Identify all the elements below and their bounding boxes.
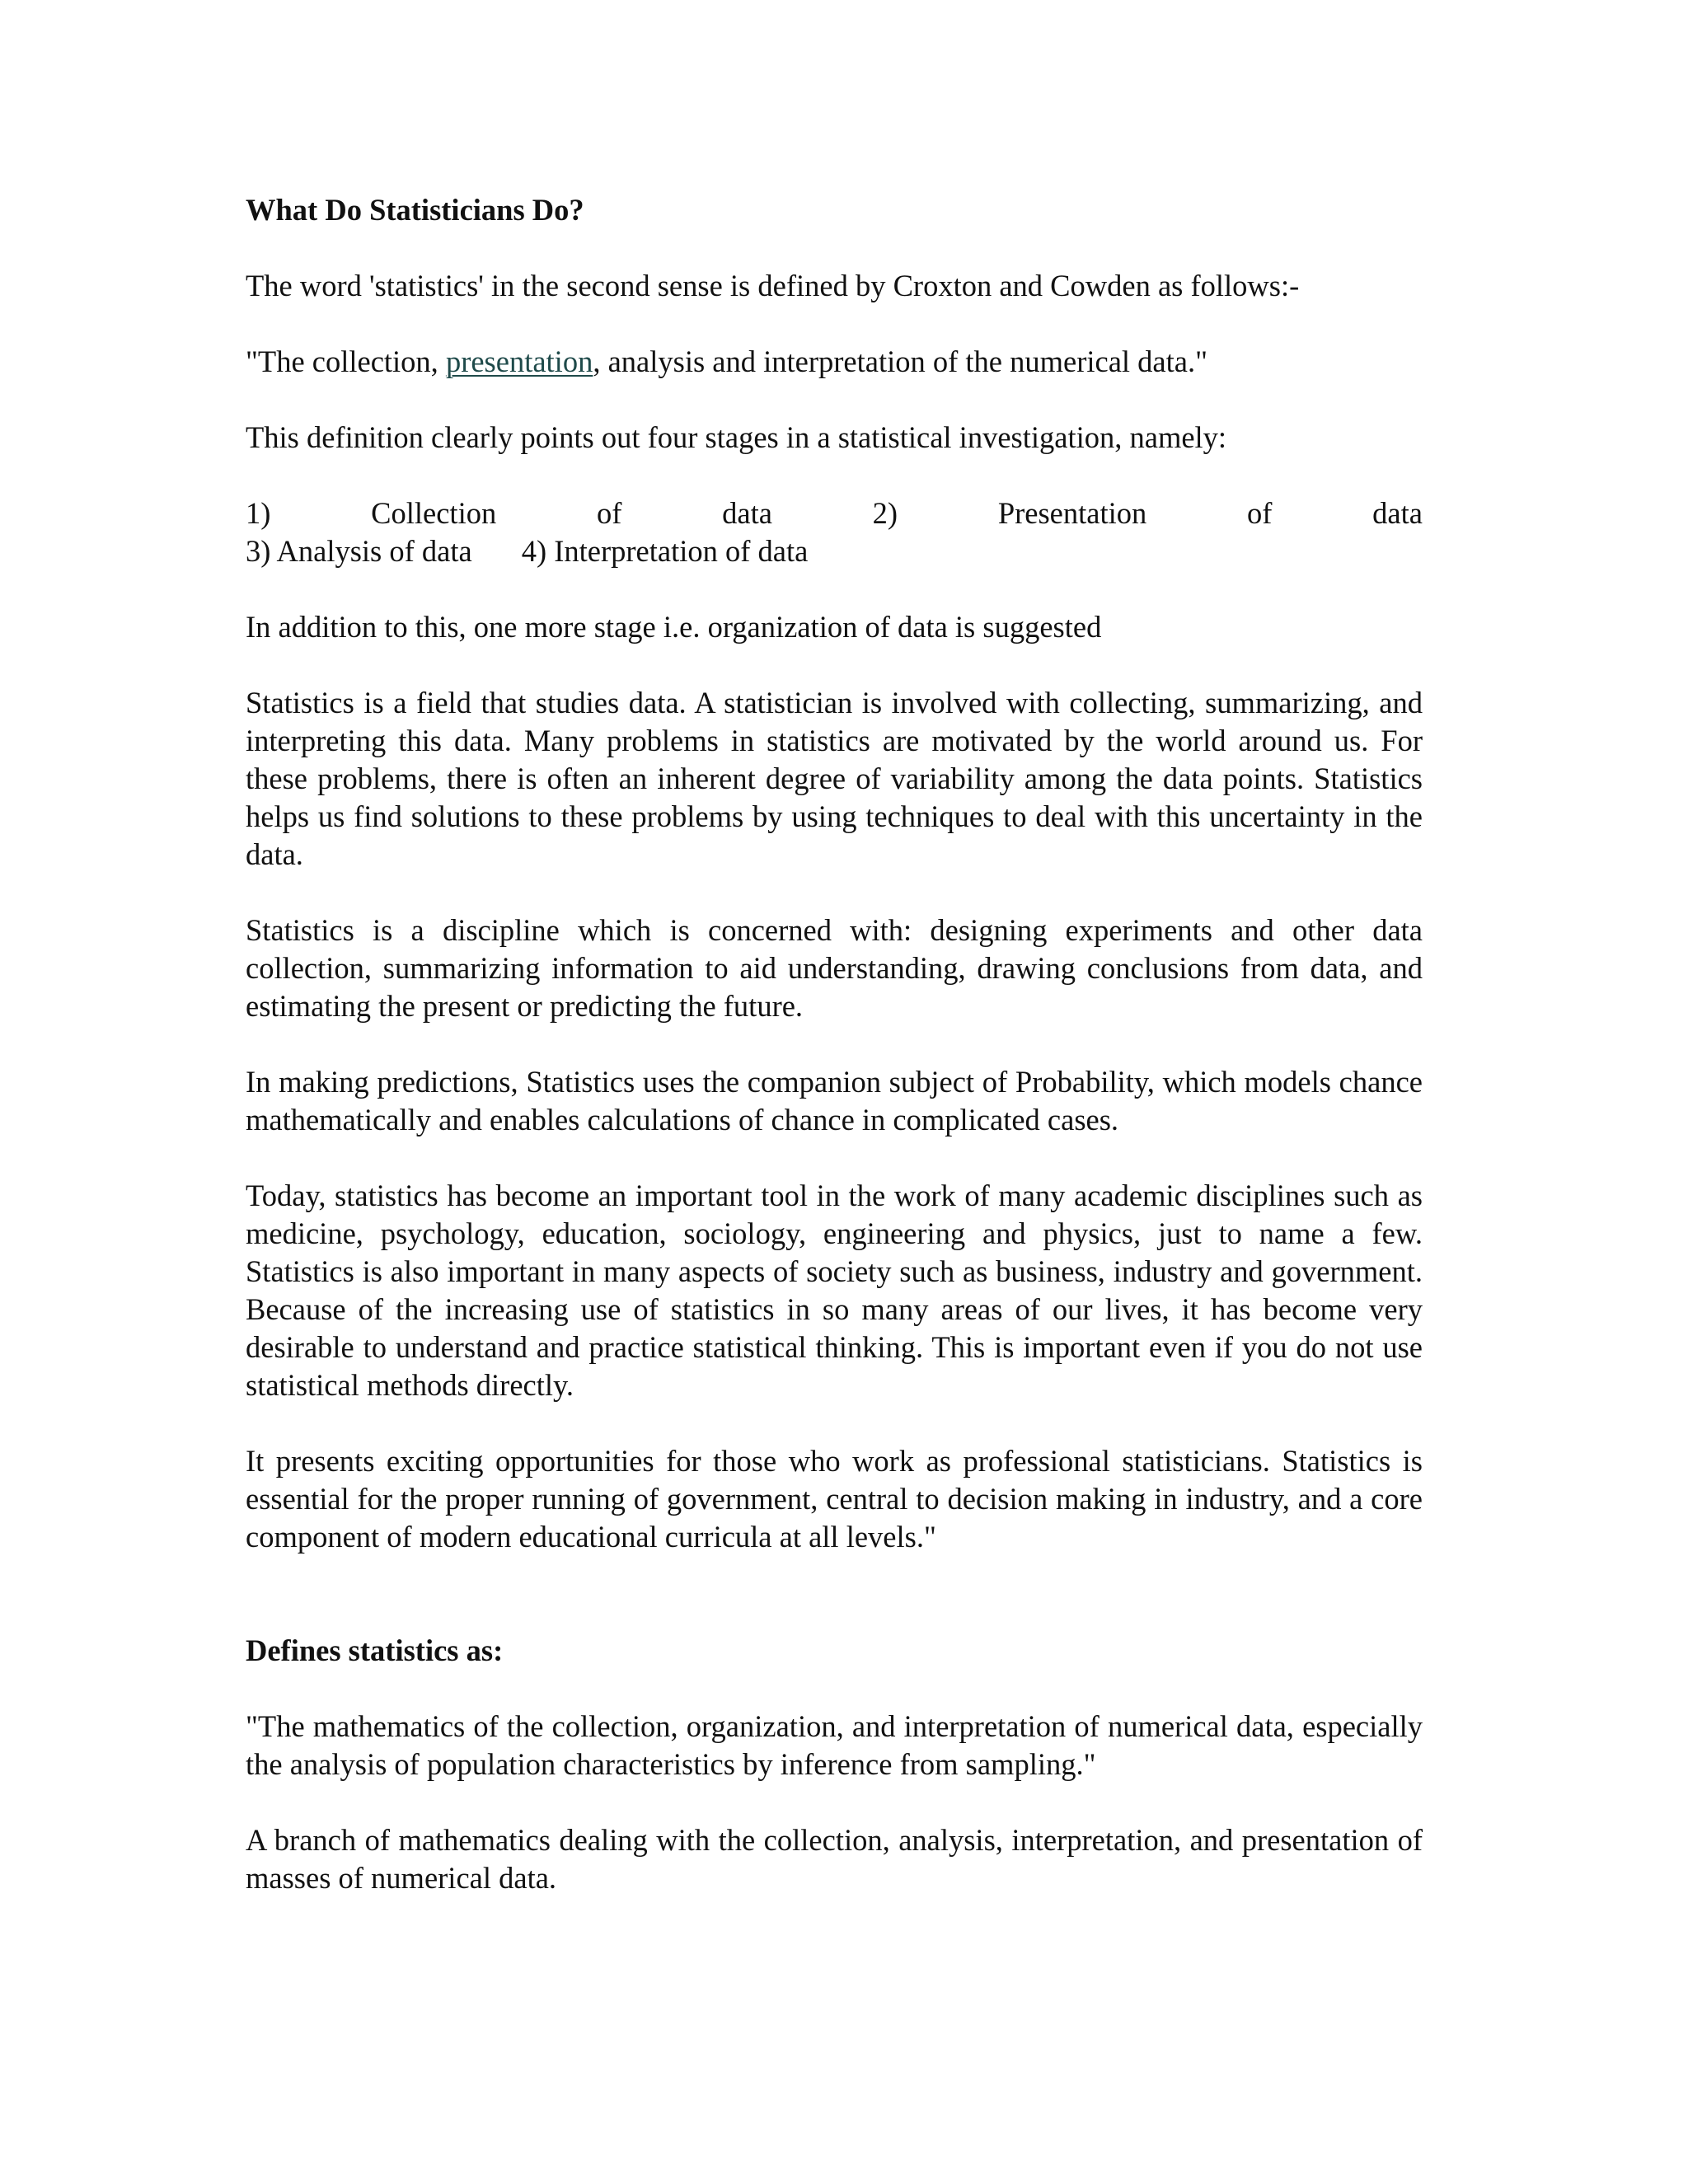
definition-note: This definition clearly points out four stages in a statistical investigation, namely: — [246, 420, 1227, 454]
document-body — [246, 191, 1423, 1935]
stage-interpretation: 4) Interpretation of data — [521, 534, 809, 568]
stage-word: 1) — [246, 496, 271, 530]
presentation-link[interactable]: presentation — [445, 344, 593, 378]
body-paragraph: Today, statistics has become an important tool in the work of many academic disciplines such as medicine, psychology, education, sociology, engineering and physics, just to name a few. Statistics is also important in many aspects of society such as business, industry and government. Because of the increasing use of statistics in so many areas of our lives, it has become very desirable to understand and practice statistical thinking. This is important even if you do not use statistical methods directly. — [246, 1179, 1423, 1402]
stage-word: of — [1247, 496, 1273, 530]
stage-analysis: 3) Analysis of data — [246, 534, 472, 568]
stage-word: of — [596, 496, 622, 530]
quote-paragraph — [246, 343, 1423, 381]
stage-word: data — [722, 496, 772, 530]
stage-word: Collection — [371, 496, 497, 530]
page-title: What Do Statisticians Do? — [246, 193, 584, 227]
stages-list — [246, 494, 1423, 570]
stages-row-2 — [246, 532, 1423, 570]
intro-paragraph: The word 'statistics' in the second sense is defined by Croxton and Cowden as follows:- — [246, 269, 1300, 302]
section-spacer — [246, 1594, 1423, 1632]
section-title: Defines statistics as: — [246, 1633, 504, 1667]
stages-row-1 — [246, 494, 1423, 532]
quote-before: "The collection, — [246, 344, 446, 378]
body-paragraph: Statistics is a field that studies data. A statistician is involved with collecting, summarizing, and interpreting this data. Many problems in statistics are motivated by the world around us. For these problems, there is often an inherent degree of variability among the data points. Statistics helps us find solutions to these problems by using techniques to deal with this uncertainty in the data. — [246, 686, 1423, 871]
stage-word: 2) — [872, 496, 898, 530]
body-paragraph: It presents exciting opportunities for those who work as professional statisticians. Statistics is essential for the proper running of government, central to decision making in industry, and a core component of modern educational curricula at all levels." — [246, 1444, 1423, 1554]
definition-paragraph: A branch of mathematics dealing with the collection, analysis, interpretation, and presentation of masses of numerical data. — [246, 1823, 1423, 1895]
body-paragraph: Statistics is a discipline which is concerned with: designing experiments and other data collection, summarizing information to aid understanding, drawing conclusions from data, and estimating the present or predicting the future. — [246, 913, 1423, 1023]
definition-paragraph: "The mathematics of the collection, organization, and interpretation of numerical data, especially the analysis of population characteristics by inference from sampling." — [246, 1709, 1423, 1781]
addition-paragraph: In addition to this, one more stage i.e. organization of data is suggested — [246, 610, 1102, 644]
stage-word: data — [1372, 496, 1423, 530]
body-paragraph: In making predictions, Statistics uses the companion subject of Probability, which models chance mathematically and enables calculations of chance in complicated cases. — [246, 1065, 1423, 1137]
quote-after: , analysis and interpretation of the numerical data." — [593, 344, 1207, 378]
stage-word: Presentation — [997, 496, 1147, 530]
